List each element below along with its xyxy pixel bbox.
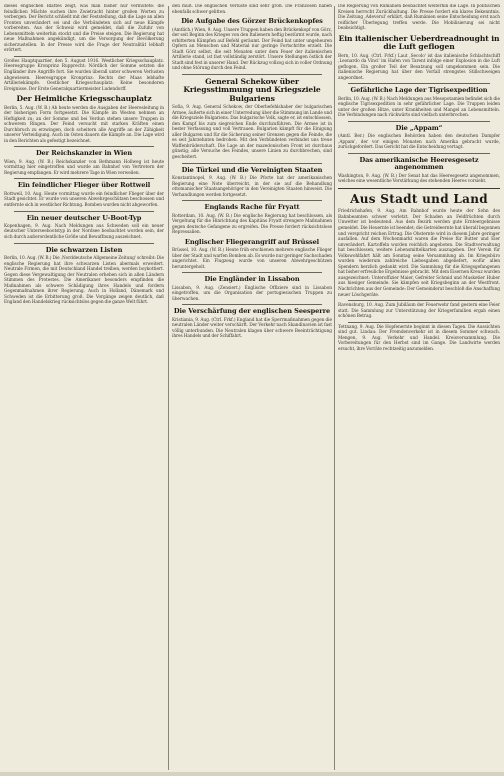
separator (182, 304, 322, 305)
headline: Die Türkei und die Vereinigten Staaten (181, 165, 323, 174)
article-text: Konstantinopel, 9. Aug. (W. B.) Die Pforte hat der amerikanischen Regierung eine Note überreicht, in der sie auf die Behandlung ottomanischer Staatsangehöriger in den Vereinigten Staaten hinweist. Die Verhandlungen werden fortgesetzt. (172, 175, 332, 198)
article-text: dieses englischen Blattes zeigt, was man bisher nur vermutete: die feindlichen Mächte suchen ihre Zwietracht hinter großen Worten zu verbergen. Der Bericht schließt mit der Feststellung, daß die Lage an allen Fronten unverändert sei und die Verbündeten sich auf neue Kämpfe vorbereiten. Aus der Schweiz wird gemeldet, daß die Zufuhr von Lebensmitteln weiterhin stockt und die Preise steigen. Die Regierung hat neue Maßnahmen angekündigt, um die Versorgung der Bevölkerung sicherzustellen. In der Presse wird die Frage der Neutralität lebhaft erörtert. (4, 4, 164, 54)
article-text: (Amtlich.) Wien, 9. Aug. Unsere Truppen haben den Brückenkopf von Görz, der seit Beginn des Krieges von den Italienern heftig bestürmt wurde, nach erbitterten Kämpfen auf Befehl geräumt. Der Feind hat unter ungeheuren Opfern an Menschen und Material nur geringe Fortschritte erzielt. Die Stadt Görz selbst, die seit Monaten unter dem Feuer der italienischen Artillerie stand, ist fast vollständig zerstört. Unsere Stellungen östlich der Stadt sind fest in unserer Hand. Der Rückzug vollzog sich in voller Ordnung und ohne Störung durch den Feind. (172, 27, 332, 72)
article-text: den muß. Die englischen Verluste sind sehr groß. Die Franzosen haben ebenfalls schwer gelitten. (172, 4, 332, 15)
article-text: Berlin, 10. Aug. (W. B.) Die ,Norddeutsche Allgemeine Zeitung' schreibt: Die englische Regierung hat ihre schwarzen Listen abermals erweitert. Neutrale Firmen, die mit Deutschland Handel treiben, werden boykottiert. Gegen diese Vergewaltigung der Neutralen erheben sich in allen Ländern Stimmen des Protestes. Die Amerikaner besonders empfinden die Maßnahmen als schwere Schädigung ihres Handels und fordern Gegenmaßnahmen ihrer Regierung. Auch in Holland, Dänemark und Schweden ist die Erbitterung groß. Die Vorgänge zeigen deutlich, daß England den Handelskrieg rücksichtslos gegen die ganze Welt führt. (4, 255, 164, 306)
separator (14, 243, 154, 244)
article-text: Großes Hauptquartier, den 5. August 1916. Westlicher Kriegsschauplatz. Heeresgruppe Kronprinz Rupprecht: Nördlich der Somme setzten die Engländer ihre Angriffe fort. Sie wurden überall unter schweren Verlusten abgewiesen. Heeresgruppe Kronprinz: Rechts der Maas lebhafte Artilleriekämpfe. Oestlicher Kriegsschauplatz: Keine besonderen Ereignisse. Der Erste Generalquartiermeister Ludendorff. (4, 58, 164, 92)
page-bottom-edge (0, 772, 504, 776)
separator (182, 272, 322, 273)
headline: Die „Appam“ (395, 123, 443, 132)
article-text: Washington, 9. Aug. (W. B.) Der Senat hat das Heeresgesetz angenommen, welches eine wesentliche Verstärkung des stehenden Heeres vorsieht. (338, 173, 500, 185)
article-text: Kristiania, 9. Aug. (Ctrl. Frkf.) England hat die Sperrmaßnahmen gegen die neutralen Länder weiter verschärft. Der Verkehr nach Skandinavien ist fast völlig unterbunden. Die Neutralen klagen über schwere Beeinträchtigung ihres Handels und der Schiffahrt. (172, 317, 332, 340)
headline: Gefährliche Lage der Tigrisexpedition (350, 86, 488, 95)
headline: Englischer Fliegerangriff auf Brüssel (184, 237, 320, 246)
article-text: Rottweil, 10. Aug. Heute vormittag wurde ein feindlicher Flieger über der Stadt gesichtet. Er wurde von unseren Abwehrgeschützen beschossen und entfernte sich in westlicher Richtung. Bomben wurden nicht abgeworfen. (4, 191, 164, 208)
column-rule (334, 6, 335, 770)
headline: Der Heimliche Kriegsschauplatz (16, 94, 152, 104)
headline: Ein italienischer Ueberdreadnought in die Luft geflogen (338, 33, 500, 52)
article-text: Lissabon, 9. Aug. (Zensiert.) Englische Offiziere sind in Lissabon eingetroffen, um die Organisation der portugiesischen Truppen zu überwachen. (172, 285, 332, 302)
separator (14, 178, 154, 179)
separator (338, 188, 500, 190)
separator (14, 146, 154, 147)
article-text: Kopenhagen, 9. Aug. Nach Meldungen aus Schweden soll ein neuer deutscher Unterseebootstyp in der Nordsee beobachtet worden sein, der sich durch außerordentliche Größe und Bewaffnung auszeichnet. (4, 223, 164, 241)
column-right (338, 4, 500, 772)
article-text: Die Regierung von Rumänien beobachtet weiterhin die Lage. In politischen Kreisen herrscht Zurückhaltung. Die Presse fordert ein klares Bekenntnis. Die Zeitung ,Adeverul' erklärt, daß Rumänien seine Entscheidung erst nach reiflicher Überlegung treffen werde. Die Mobilisierung sei nicht beabsichtigt. (338, 4, 500, 32)
separator (348, 121, 490, 122)
separator (348, 153, 490, 154)
separator (182, 163, 322, 164)
article-text: Ravensburg, 10. Aug. Zum Jubiläum der Feuerwehr fand gestern eine Feier statt. Die Sammlung zur Unterstützung der Kriegerfamilien ergab einen schönen Betrag. (338, 303, 500, 320)
separator (348, 300, 490, 301)
separator (182, 200, 322, 201)
headline: Die Aufgabe des Görzer Brückenkopfes (181, 17, 323, 26)
headline: Die Engländer in Lissabon (204, 275, 300, 284)
headline: Die Verschärfung der englischen Seesperre (173, 307, 331, 316)
section-title: Aus Stadt und Land (350, 192, 488, 207)
article-text: Wien, 9. Aug. (W. B.) Reichskanzler von Bethmann Hollweg ist heute vormittag hier eingetroffen und wurde am Bahnhof von Vertretern der Regierung empfangen. Er wird mehrere Tage in Wien verweilen. (4, 159, 164, 176)
article-text: Bern, 10. Aug. (Ctrl. Frkf.) Laut ,Secolo' ist das italienische Schlachtschiff ,Leonardo da Vinci' im Hafen von Tarent infolge einer Explosion in die Luft geflogen. Ein großer Teil der Besatzung soll umgekommen sein. Die italienische Regierung hat über den Vorfall strengstes Stillschweigen angeordnet. (338, 53, 500, 81)
separator (14, 56, 154, 57)
column-left (4, 4, 164, 772)
article-text: Brüssel, 10. Aug. (W. B.) Heute früh erschienen mehrere englische Flieger über der Stadt und warfen Bomben ab. Es wurde nur geringer Sachschaden angerichtet. Ein Flugzeug wurde von unseren Abwehrgeschützen heruntergeholt. (172, 248, 332, 270)
separator (14, 211, 154, 212)
separator (348, 83, 490, 84)
article-text: Rotterdam, 10. Aug. (W. B.) Die englische Regierung hat beschlossen, als Vergeltung für die Hinrichtung des Kapitäns Fryatt strengere Maßnahmen gegen deutsche Gefangene zu ergreifen. Die Presse fordert rücksichtslose Repressalien. (172, 213, 332, 236)
column-rule (168, 6, 169, 770)
article-text: Sofia, 9. Aug. General Schekow, der Oberbefehlshaber der bulgarischen Armee, äußerte sich in einer Unterredung über die Stimmung im Lande und die Kriegsziele Bulgariens. Das bulgarische Volk, sagte er, ist entschlossen, den Kampf bis zum siegreichen Ende durchzuführen. Die Armee ist in bester Verfassung und voll Vertrauen. Bulgarien kämpft für die Einigung aller Bulgaren und für die Sicherung seiner Grenzen gegen die Feinde, die es seit Jahrzehnten bedrohen. Mit den Verbündeten verbindet uns treue Waffenbrüderschaft. Die Lage an der mazedonischen Front ist durchaus günstig; alle Versuche des Feindes, unsere Linien zu durchbrechen, sind gescheitert. (172, 105, 332, 161)
headline: General Schekow über Kriegsstimmung und Kriegsziele Bulgariens (183, 76, 321, 103)
headline: Das amerikanische Heeresgesetz angenommen (359, 155, 479, 172)
article-text: Berlin, 5. Aug. (W. B.) Ab heute werden die Ausgaben der Heeresleitung in der bisherigen Form fortgesetzt. Die Kämpfe im Westen nehmen an Heftigkeit zu; an der Somme und bei Verdun stehen unsere Truppen in schwerem Ringen. Der Feind versucht mit starken Kräften einen Durchbruch zu erzwingen, doch scheitern alle Angriffe an der Zähigkeit unserer Verteidigung. Auch im Osten dauern die Kämpfe an. Die Lage wird in den Berichten als gefestigt bezeichnet. (4, 105, 164, 144)
article-text: Tettnang, 9. Aug. Die Hopfenernte beginnt in diesen Tagen. Die Aussichten sind gut. Lindau: Der Fremdenverkehr ist in diesem Sommer schwach. Mengen, 9. Aug. Verkehr und Handel. Kreisversammlung. Die Vorbereitungen für den Herbst sind im Gange. Die Landwirte werden ersucht, ihre Vorräte rechtzeitig anzumelden. (338, 324, 500, 352)
column-middle (172, 4, 332, 772)
separator (182, 74, 322, 75)
headline: Ein neuer deutscher U-Boot-Typ (26, 213, 142, 222)
separator (348, 322, 490, 323)
article-text: Friedrichshafen, 9. Aug. Am Bahnhof wurde heute der Sohn des Bahnbeamten schwer verletzt. Der Schaden an Feldfrüchten durch Unwetter ist bedeutend. Aus dem Bezirk werden gute Ernteergebnisse gemeldet. Die Heuernte ist beendet; die Getreideernte hat überall begonnen und verspricht reichen Ertrag. Die Obsternte wird in diesem Jahre geringer ausfallen. Auf dem Wochenmarkt waren die Preise für Butter und Eier unverändert. Kartoffeln wurden reichlich angeboten. Die Stadtverwaltung hat beschlossen, weitere Lebensmittelkarten auszugeben. Der Verein für Volkswohlfahrt hält am Sonntag seine Versammlung ab. Im Kriegsbüro wurden wiederum zahlreiche Liebesgaben abgeliefert, wofür allen Spendern herzlich gedankt wird. Die Sammlung für die Kriegsgefangenen hat bisher erfreuliche Ergebnisse gebracht. Mit dem Eisernen Kreuz wurden ausgezeichnet: Unteroffizier Maier, Gefreiter Schmid und Musketier Huber aus hiesiger Gemeinde. Sie kämpfen seit Kriegsbeginn an der Westfront. Nachrichten aus der Gemeinde: Der Gemeinderat beschloß die Anschaffung neuer Löschgeräte. (338, 209, 500, 298)
article-text: Berlin, 10. Aug. (W. B.) Nach Meldungen aus Mesopotamien befindet sich die englische Tigrisexpedition in sehr gefährlicher Lage. Die Truppen leiden unter der großen Hitze, unter Krankheiten und Mangel an Lebensmitteln. Die Verbindungen nach rückwärts sind vielfach unterbrochen. (338, 96, 500, 119)
headline: Englands Rache für Fryatt (204, 203, 300, 212)
headline: Ein feindlicher Flieger über Rottweil (17, 181, 151, 190)
headline: Der Reichskanzler in Wien (35, 149, 133, 158)
article-text: (Amtl. Ber.) Die englischen Behörden haben den deutschen Dampfer ,Appam', der vor einigen Monaten nach Amerika gebracht wurde, zurückgefordert. Das Gericht hat die Entscheidung vertagt. (338, 134, 500, 151)
headline: Die schwarzen Listen (45, 245, 123, 254)
